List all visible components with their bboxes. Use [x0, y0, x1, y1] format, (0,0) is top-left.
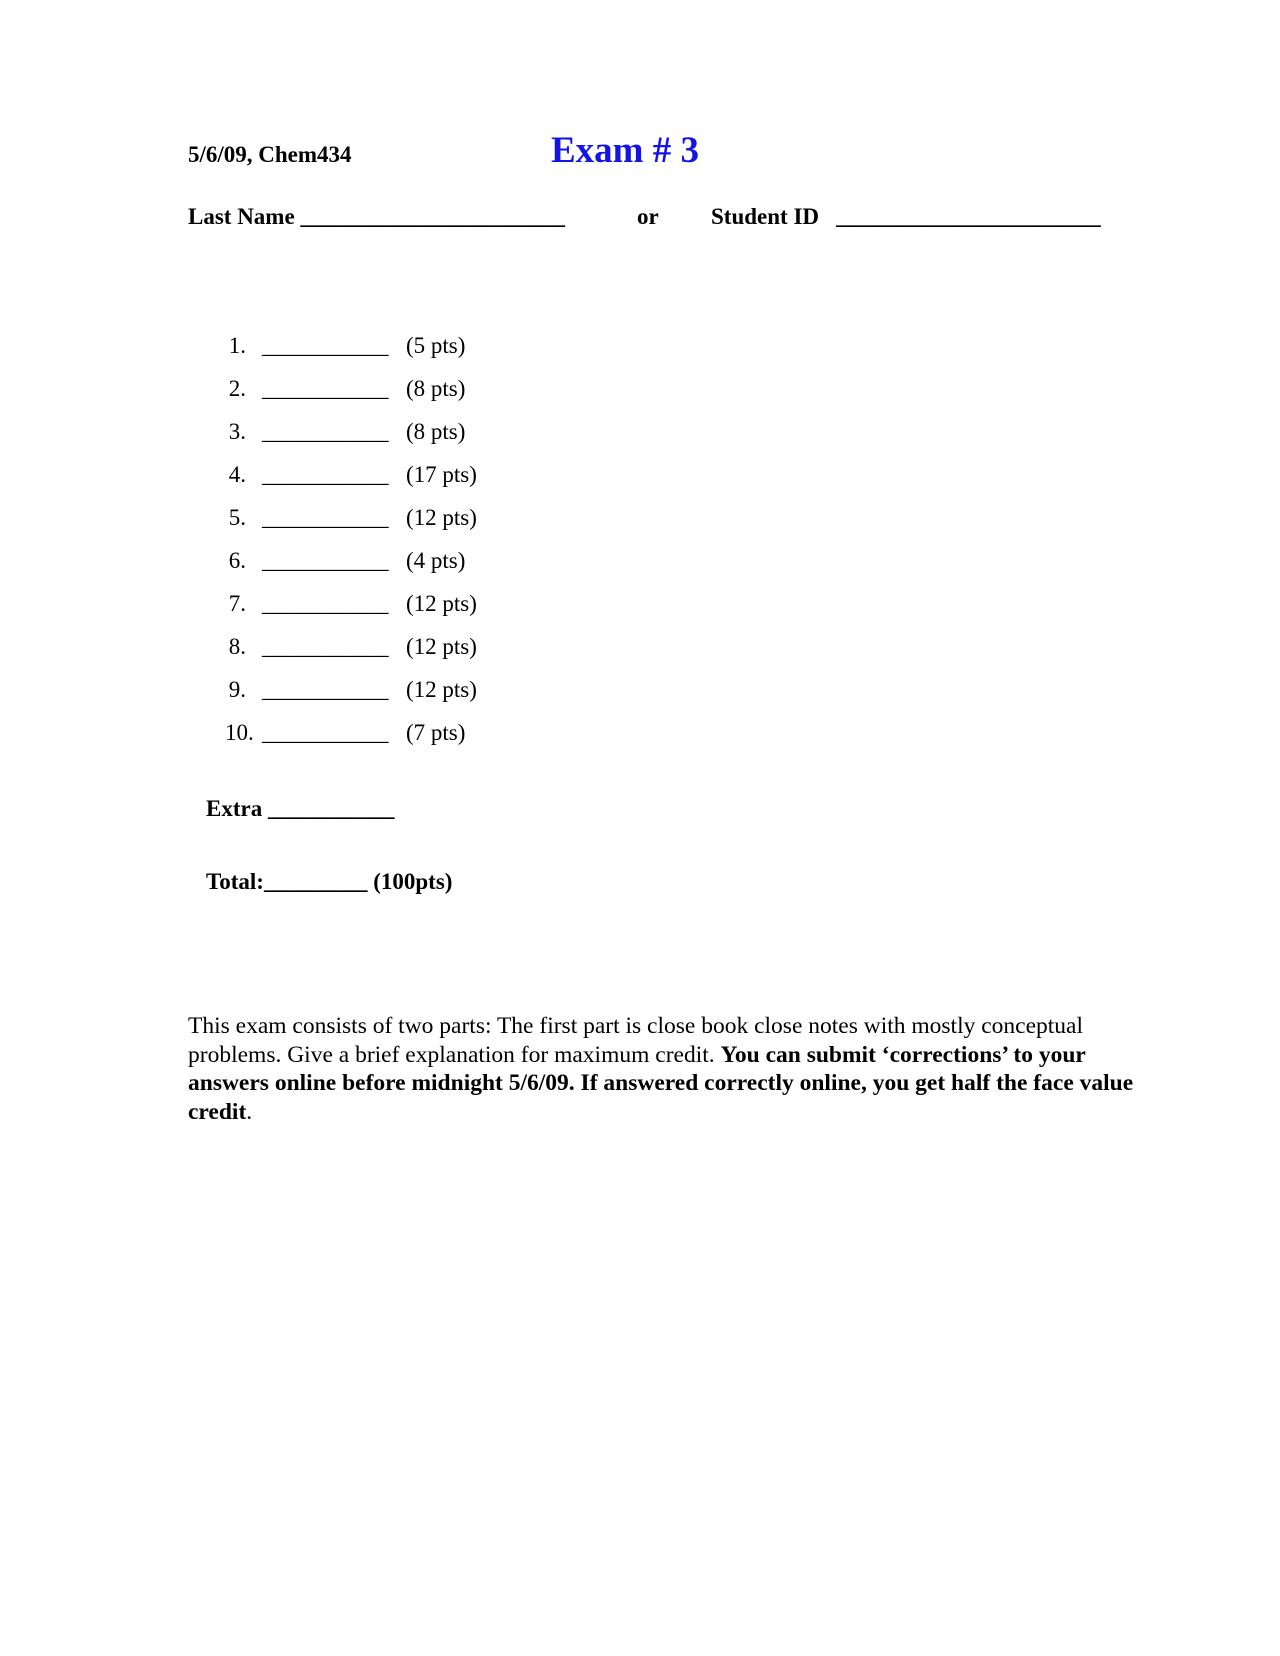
exam-instructions [188, 1012, 1148, 1126]
student-id-field[interactable] [711, 204, 1101, 230]
question-points: (7 pts) [406, 720, 466, 745]
question-number: 1. [228, 333, 246, 358]
question-points: (17 pts) [406, 462, 477, 487]
score-blank[interactable]: ___________ [262, 505, 389, 530]
total-points: (100pts) [373, 869, 453, 894]
score-blank[interactable]: ___________ [262, 720, 389, 745]
question-points: (8 pts) [406, 376, 466, 401]
score-blank[interactable]: ___________ [262, 677, 389, 702]
score-blank[interactable]: ___________ [262, 333, 389, 358]
question-points: (5 pts) [406, 333, 466, 358]
question-points: (4 pts) [406, 548, 466, 573]
question-row-4 [222, 462, 622, 505]
question-points: (12 pts) [406, 591, 477, 616]
question-row-1 [222, 333, 622, 376]
total-label: Total: [206, 869, 264, 894]
question-number: 9. [228, 677, 246, 702]
last-name-field[interactable] [188, 204, 565, 230]
total-blank[interactable]: _________ [263, 869, 368, 894]
score-blank[interactable]: ___________ [262, 634, 389, 659]
instructions-trailing: . [246, 1098, 253, 1125]
question-score-list [222, 333, 622, 763]
question-number: 8. [228, 634, 246, 659]
question-number: 7. [228, 591, 246, 616]
question-row-9 [222, 677, 622, 720]
question-points: (12 pts) [406, 677, 477, 702]
instructions-bold: You can submit ‘corrections’ to your answers online before midnight 5/6/09. If answered correctly online, you get half the face value credit [188, 1041, 1134, 1125]
question-row-7 [222, 591, 622, 634]
question-number: 5. [228, 505, 246, 530]
question-points: (12 pts) [406, 634, 477, 659]
or-label: or [637, 204, 659, 229]
question-number: 6. [228, 548, 246, 573]
question-row-10 [222, 720, 622, 763]
extra-blank[interactable]: ___________ [267, 796, 395, 821]
question-row-6 [222, 548, 622, 591]
question-row-2 [222, 376, 622, 419]
student-id-label: Student ID [711, 204, 820, 229]
exam-title: Exam # 3 [551, 130, 699, 171]
question-number: 10. [225, 720, 254, 745]
question-points: (12 pts) [406, 505, 477, 530]
question-row-5 [222, 505, 622, 548]
last-name-blank[interactable]: _______________________ [300, 204, 565, 229]
extra-label: Extra [206, 796, 263, 821]
last-name-label: Last Name [188, 204, 295, 229]
exam-date-course: 5/6/09, Chem434 [188, 142, 352, 167]
score-blank[interactable]: ___________ [262, 462, 389, 487]
instructions-plain: This exam consists of two parts: The first part is close book close notes with mostly conceptual problems. Give a brief explanation for maximum credit. [188, 1013, 1084, 1068]
score-blank[interactable]: ___________ [262, 548, 389, 573]
score-blank[interactable]: ___________ [262, 419, 389, 444]
question-row-8 [222, 634, 622, 677]
score-blank[interactable]: ___________ [262, 376, 389, 401]
question-number: 4. [228, 462, 246, 487]
question-points: (8 pts) [406, 419, 466, 444]
extra-credit-field[interactable] [206, 796, 394, 822]
total-score-field[interactable] [206, 869, 452, 895]
student-id-blank[interactable]: _______________________ [836, 204, 1101, 229]
question-number: 2. [228, 376, 246, 401]
question-number: 3. [228, 419, 246, 444]
question-row-3 [222, 419, 622, 462]
score-blank[interactable]: ___________ [262, 591, 389, 616]
